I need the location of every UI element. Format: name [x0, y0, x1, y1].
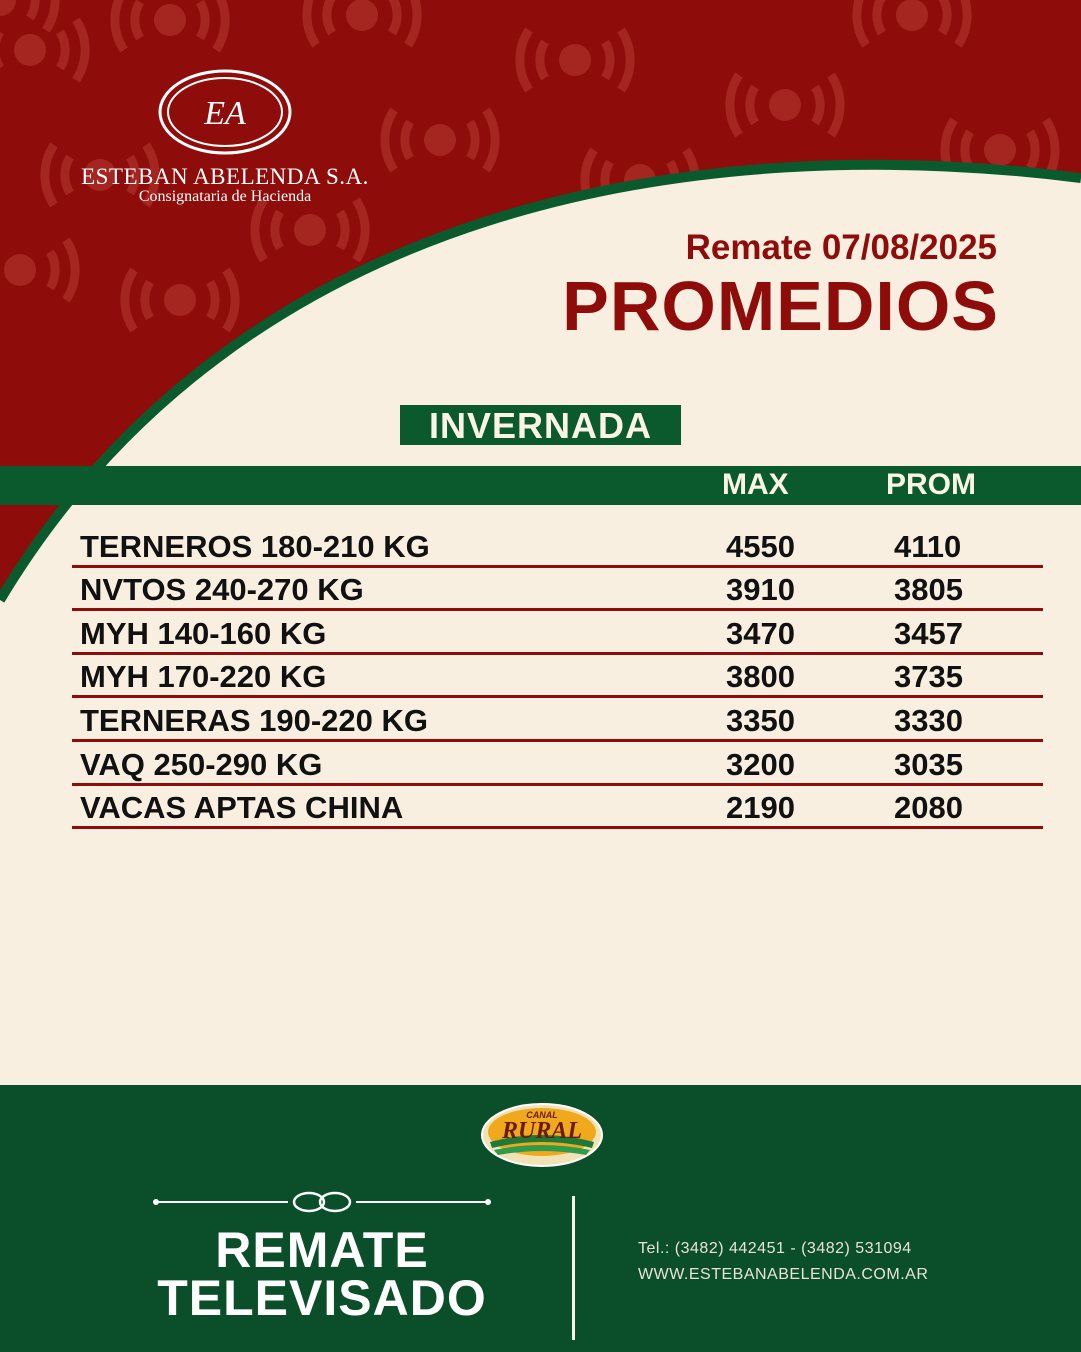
row-prom: 3457	[894, 615, 963, 651]
canal-rural-logo	[480, 1102, 604, 1168]
company-subtitle: Consignataria de Hacienda	[138, 188, 312, 205]
phone-text: Tel.: (3482) 442451 - (3482) 531094	[638, 1240, 912, 1257]
website-link[interactable]: WWW.ESTEBANABELENDA.COM.AR	[638, 1266, 929, 1283]
price-table	[72, 524, 1043, 829]
company-name: ESTEBAN ABELENDA S.A.	[81, 164, 369, 189]
contact-info	[638, 1236, 928, 1288]
table-row	[72, 698, 1043, 742]
company-logo	[80, 68, 370, 205]
row-prom: 3735	[894, 659, 963, 695]
row-category: MYH 140-160 KG	[80, 615, 327, 651]
row-prom: 2080	[894, 790, 963, 826]
remate-line-1: REMATE	[215, 1222, 429, 1278]
rural-label: RURAL	[501, 1118, 583, 1144]
table-row	[72, 611, 1043, 655]
row-category: VACAS APTAS CHINA	[80, 790, 404, 826]
row-prom: 3035	[894, 746, 963, 782]
logo-monogram: EA	[204, 95, 246, 132]
ornament-rings-icon	[152, 1190, 492, 1214]
row-max: 3910	[726, 572, 795, 608]
remate-line-2: TELEVISADO	[157, 1270, 487, 1326]
row-max: 3200	[726, 746, 795, 782]
row-category: MYH 170-220 KG	[80, 659, 327, 695]
row-max: 3800	[726, 659, 795, 695]
row-prom: 3330	[894, 702, 963, 738]
row-max: 2190	[726, 790, 795, 826]
row-max: 4550	[726, 528, 795, 564]
table-row	[72, 742, 1043, 786]
row-category: TERNERAS 190-220 KG	[80, 702, 429, 738]
table-row	[72, 568, 1043, 612]
row-prom: 4110	[894, 528, 962, 564]
column-header-prom: PROM	[886, 468, 976, 501]
auction-date: Remate 07/08/2025	[685, 228, 997, 267]
section-label: INVERNADA	[400, 405, 681, 445]
footer-divider	[572, 1196, 575, 1340]
page-title: PROMEDIOS	[562, 267, 999, 345]
row-max: 3470	[726, 615, 795, 651]
canal-label: CANAL	[526, 1110, 558, 1120]
table-row	[72, 524, 1043, 568]
table-row	[72, 655, 1043, 699]
row-category: NVTOS 240-270 KG	[80, 572, 364, 608]
row-category: VAQ 250-290 KG	[80, 746, 323, 782]
row-max: 3350	[726, 702, 795, 738]
column-header-max: MAX	[722, 468, 789, 501]
row-prom: 3805	[894, 572, 963, 608]
remate-televisado	[100, 1222, 544, 1326]
row-category: TERNEROS 180-210 KG	[80, 528, 430, 564]
table-row	[72, 786, 1043, 830]
monogram-logo-icon	[157, 68, 293, 156]
